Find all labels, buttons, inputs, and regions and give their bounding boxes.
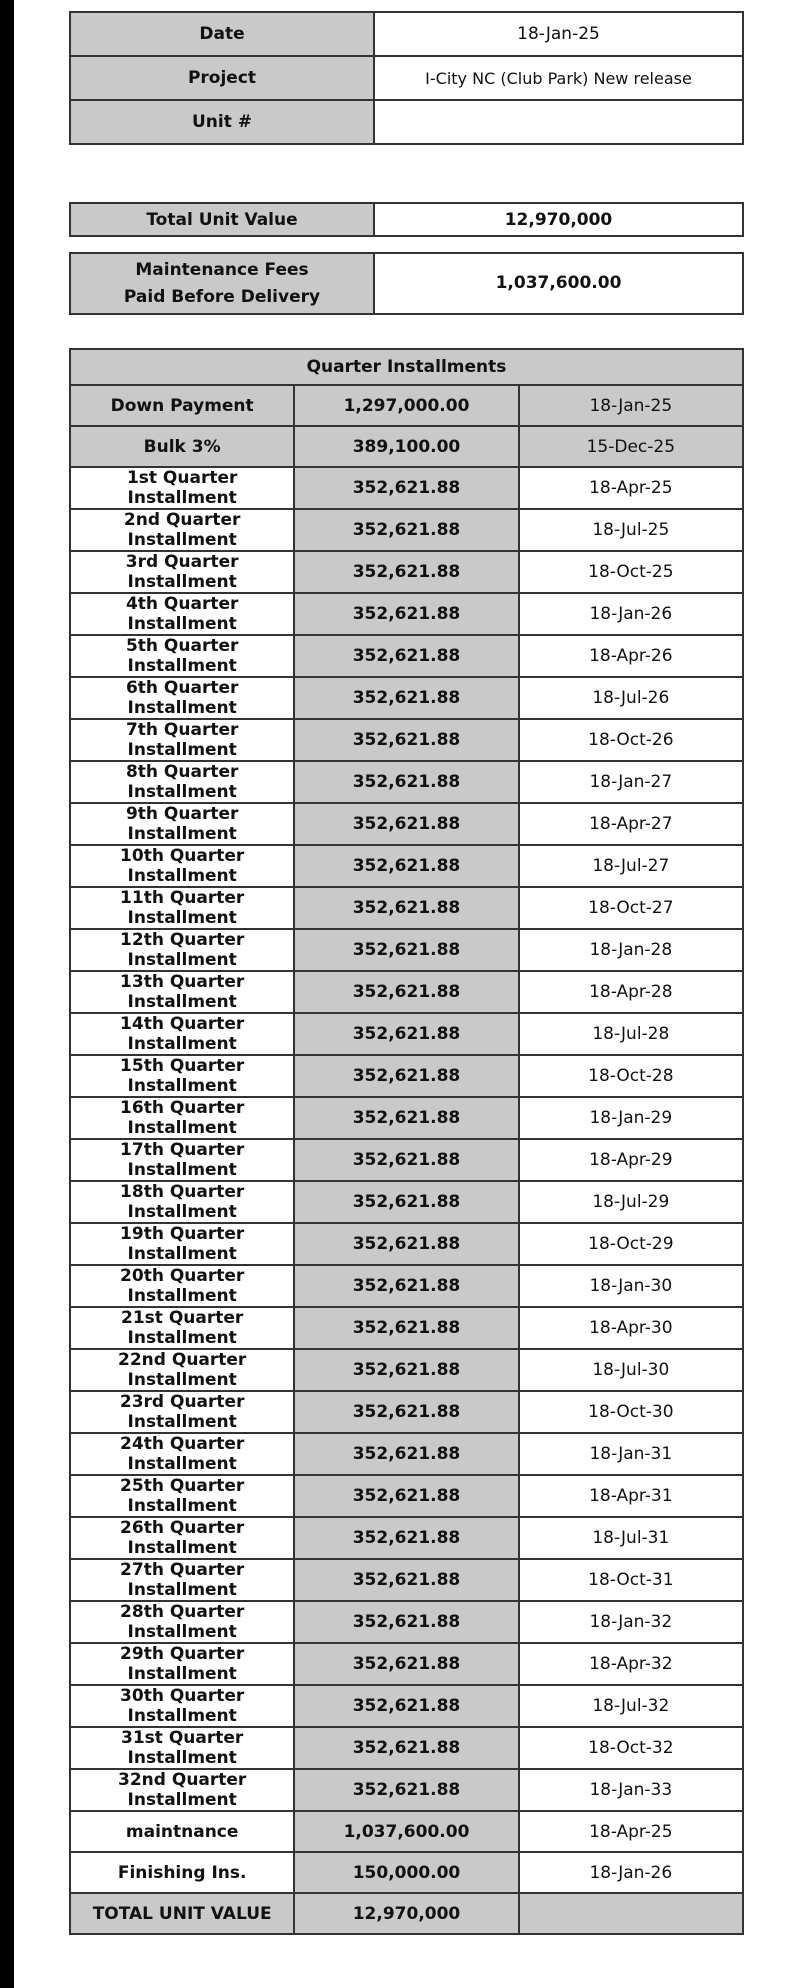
installment-date: 18-Apr-28 [519, 971, 743, 1013]
installment-date: 18-Jul-32 [519, 1685, 743, 1727]
maintenance-label [70, 253, 374, 314]
installment-label: 25th Quarter Installment [70, 1475, 294, 1517]
installment-amount: 352,621.88 [294, 1349, 518, 1391]
installment-date: 18-Jul-31 [519, 1517, 743, 1559]
installment-date: 18-Oct-32 [519, 1727, 743, 1769]
installment-label: 7th Quarter Installment [70, 719, 294, 761]
installment-date: 18-Apr-32 [519, 1643, 743, 1685]
installment-label: Down Payment [70, 385, 294, 426]
installment-amount: 352,621.88 [294, 887, 518, 929]
installment-amount: 352,621.88 [294, 929, 518, 971]
installment-amount: 352,621.88 [294, 551, 518, 593]
installment-label: 28th Quarter Installment [70, 1601, 294, 1643]
installment-label: 13th Quarter Installment [70, 971, 294, 1013]
total-value-amount: 12,970,000 [374, 203, 743, 236]
installment-row [70, 1517, 743, 1559]
unit-label: Unit # [70, 100, 374, 144]
maintenance-amount: 1,037,600.00 [374, 253, 743, 314]
installment-date: 18-Oct-29 [519, 1223, 743, 1265]
installment-date: 18-Jul-27 [519, 845, 743, 887]
installment-amount: 352,621.88 [294, 593, 518, 635]
project-label: Project [70, 56, 374, 100]
installment-date: 18-Jan-25 [519, 385, 743, 426]
installment-label: 9th Quarter Installment [70, 803, 294, 845]
installment-row [70, 1139, 743, 1181]
installment-row [70, 677, 743, 719]
installment-row [70, 1769, 743, 1811]
installment-row [70, 971, 743, 1013]
installment-date: 18-Oct-30 [519, 1391, 743, 1433]
installment-date: 18-Apr-31 [519, 1475, 743, 1517]
installment-amount: 352,621.88 [294, 845, 518, 887]
installment-date: 18-Jul-25 [519, 509, 743, 551]
installment-row [70, 1852, 743, 1893]
installment-row [70, 1811, 743, 1852]
installment-label: 19th Quarter Installment [70, 1223, 294, 1265]
installment-amount: 12,970,000 [294, 1893, 518, 1934]
maintenance-label-line2: Paid Before Delivery [123, 286, 321, 307]
installment-date: 18-Oct-28 [519, 1055, 743, 1097]
installment-amount: 352,621.88 [294, 1223, 518, 1265]
installment-amount: 352,621.88 [294, 1517, 518, 1559]
installment-label: 3rd Quarter Installment [70, 551, 294, 593]
installment-date: 18-Jan-26 [519, 593, 743, 635]
installment-date [519, 1893, 743, 1934]
installment-row [70, 385, 743, 426]
installment-row [70, 1223, 743, 1265]
installment-row [70, 1349, 743, 1391]
left-black-edge [0, 0, 14, 1988]
installment-date: 18-Jan-29 [519, 1097, 743, 1139]
installment-date: 15-Dec-25 [519, 426, 743, 467]
installment-label: 15th Quarter Installment [70, 1055, 294, 1097]
installment-row [70, 635, 743, 677]
installment-label: maintnance [70, 1811, 294, 1852]
installment-amount: 352,621.88 [294, 1307, 518, 1349]
installment-date: 18-Apr-25 [519, 467, 743, 509]
installment-row [70, 1181, 743, 1223]
installment-row [70, 1685, 743, 1727]
installment-label: 4th Quarter Installment [70, 593, 294, 635]
installments-title: Quarter Installments [70, 349, 743, 385]
total-value-row [70, 203, 743, 236]
installment-label: 8th Quarter Installment [70, 761, 294, 803]
installment-date: 18-Oct-31 [519, 1559, 743, 1601]
installment-label: 23rd Quarter Installment [70, 1391, 294, 1433]
maintenance-table [69, 252, 744, 315]
total-value-table [69, 202, 744, 237]
installment-amount: 352,621.88 [294, 719, 518, 761]
installment-row [70, 1097, 743, 1139]
installment-amount: 1,297,000.00 [294, 385, 518, 426]
installment-label: TOTAL UNIT VALUE [70, 1893, 294, 1934]
installment-label: 21st Quarter Installment [70, 1307, 294, 1349]
installment-label: 5th Quarter Installment [70, 635, 294, 677]
installment-date: 18-Apr-26 [519, 635, 743, 677]
installment-row [70, 1055, 743, 1097]
installment-date: 18-Oct-27 [519, 887, 743, 929]
installment-row [70, 1391, 743, 1433]
project-value: I-City NC (Club Park) New release [374, 56, 743, 100]
installment-amount: 352,621.88 [294, 1769, 518, 1811]
installment-label: 17th Quarter Installment [70, 1139, 294, 1181]
installment-row [70, 1643, 743, 1685]
installment-amount: 352,621.88 [294, 971, 518, 1013]
installment-date: 18-Apr-30 [519, 1307, 743, 1349]
installment-row [70, 1475, 743, 1517]
installment-label: 14th Quarter Installment [70, 1013, 294, 1055]
installment-amount: 352,621.88 [294, 761, 518, 803]
installment-amount: 352,621.88 [294, 509, 518, 551]
installment-amount: 352,621.88 [294, 1601, 518, 1643]
installment-row [70, 761, 743, 803]
installment-amount: 352,621.88 [294, 1559, 518, 1601]
installment-amount: 352,621.88 [294, 1265, 518, 1307]
installment-label: Bulk 3% [70, 426, 294, 467]
installment-row [70, 1265, 743, 1307]
installment-amount: 352,621.88 [294, 1433, 518, 1475]
installment-amount: 352,621.88 [294, 1475, 518, 1517]
installment-amount: 352,621.88 [294, 677, 518, 719]
installment-amount: 352,621.88 [294, 1097, 518, 1139]
installment-label: 6th Quarter Installment [70, 677, 294, 719]
installment-date: 18-Jul-26 [519, 677, 743, 719]
installment-row [70, 551, 743, 593]
installment-row [70, 1601, 743, 1643]
installment-amount: 352,621.88 [294, 1013, 518, 1055]
maintenance-label-line1: Maintenance Fees [135, 259, 309, 280]
installment-amount: 150,000.00 [294, 1852, 518, 1893]
installment-date: 18-Jan-32 [519, 1601, 743, 1643]
total-value-label: Total Unit Value [70, 203, 374, 236]
maintenance-row [70, 253, 743, 314]
installment-row [70, 467, 743, 509]
installment-amount: 352,621.88 [294, 803, 518, 845]
installment-date: 18-Jan-28 [519, 929, 743, 971]
installment-row [70, 1433, 743, 1475]
installment-amount: 352,621.88 [294, 1391, 518, 1433]
installment-date: 18-Apr-25 [519, 1811, 743, 1852]
installment-label: 10th Quarter Installment [70, 845, 294, 887]
date-label: Date [70, 12, 374, 56]
installment-label: 16th Quarter Installment [70, 1097, 294, 1139]
installment-date: 18-Apr-29 [519, 1139, 743, 1181]
installment-label: 1st Quarter Installment [70, 467, 294, 509]
installment-date: 18-Jul-28 [519, 1013, 743, 1055]
installment-amount: 352,621.88 [294, 1181, 518, 1223]
installment-amount: 352,621.88 [294, 1727, 518, 1769]
installments-table [69, 348, 744, 1935]
installment-date: 18-Apr-27 [519, 803, 743, 845]
installments-header-row [70, 349, 743, 385]
unit-value [374, 100, 743, 144]
installment-row [70, 593, 743, 635]
installment-row [70, 887, 743, 929]
installment-label: 30th Quarter Installment [70, 1685, 294, 1727]
installment-row [70, 803, 743, 845]
installment-amount: 352,621.88 [294, 467, 518, 509]
installment-label: Finishing Ins. [70, 1852, 294, 1893]
info-table [69, 11, 744, 145]
installment-date: 18-Jan-27 [519, 761, 743, 803]
installment-label: 22nd Quarter Installment [70, 1349, 294, 1391]
installment-amount: 352,621.88 [294, 1643, 518, 1685]
installment-label: 31st Quarter Installment [70, 1727, 294, 1769]
installment-label: 24th Quarter Installment [70, 1433, 294, 1475]
installment-amount: 389,100.00 [294, 426, 518, 467]
installment-row [70, 719, 743, 761]
installment-date: 18-Oct-26 [519, 719, 743, 761]
installment-label: 20th Quarter Installment [70, 1265, 294, 1307]
installment-amount: 352,621.88 [294, 1685, 518, 1727]
installment-amount: 352,621.88 [294, 635, 518, 677]
installment-label: 27th Quarter Installment [70, 1559, 294, 1601]
installment-amount: 1,037,600.00 [294, 1811, 518, 1852]
installment-date: 18-Jan-26 [519, 1852, 743, 1893]
installment-row [70, 426, 743, 467]
installment-row [70, 845, 743, 887]
date-row [70, 12, 743, 56]
installment-label: 2nd Quarter Installment [70, 509, 294, 551]
installment-row [70, 1893, 743, 1934]
installment-date: 18-Oct-25 [519, 551, 743, 593]
installment-label: 29th Quarter Installment [70, 1643, 294, 1685]
installment-row [70, 509, 743, 551]
installment-date: 18-Jul-29 [519, 1181, 743, 1223]
installment-amount: 352,621.88 [294, 1139, 518, 1181]
installment-row [70, 1307, 743, 1349]
installment-row [70, 1559, 743, 1601]
installment-date: 18-Jan-33 [519, 1769, 743, 1811]
project-row [70, 56, 743, 100]
installment-label: 26th Quarter Installment [70, 1517, 294, 1559]
installment-row [70, 1013, 743, 1055]
installment-row [70, 1727, 743, 1769]
unit-row [70, 100, 743, 144]
installment-label: 32nd Quarter Installment [70, 1769, 294, 1811]
installment-row [70, 929, 743, 971]
installment-date: 18-Jul-30 [519, 1349, 743, 1391]
installment-date: 18-Jan-30 [519, 1265, 743, 1307]
installment-date: 18-Jan-31 [519, 1433, 743, 1475]
date-value: 18-Jan-25 [374, 12, 743, 56]
installment-label: 12th Quarter Installment [70, 929, 294, 971]
installment-label: 18th Quarter Installment [70, 1181, 294, 1223]
installment-amount: 352,621.88 [294, 1055, 518, 1097]
installment-label: 11th Quarter Installment [70, 887, 294, 929]
